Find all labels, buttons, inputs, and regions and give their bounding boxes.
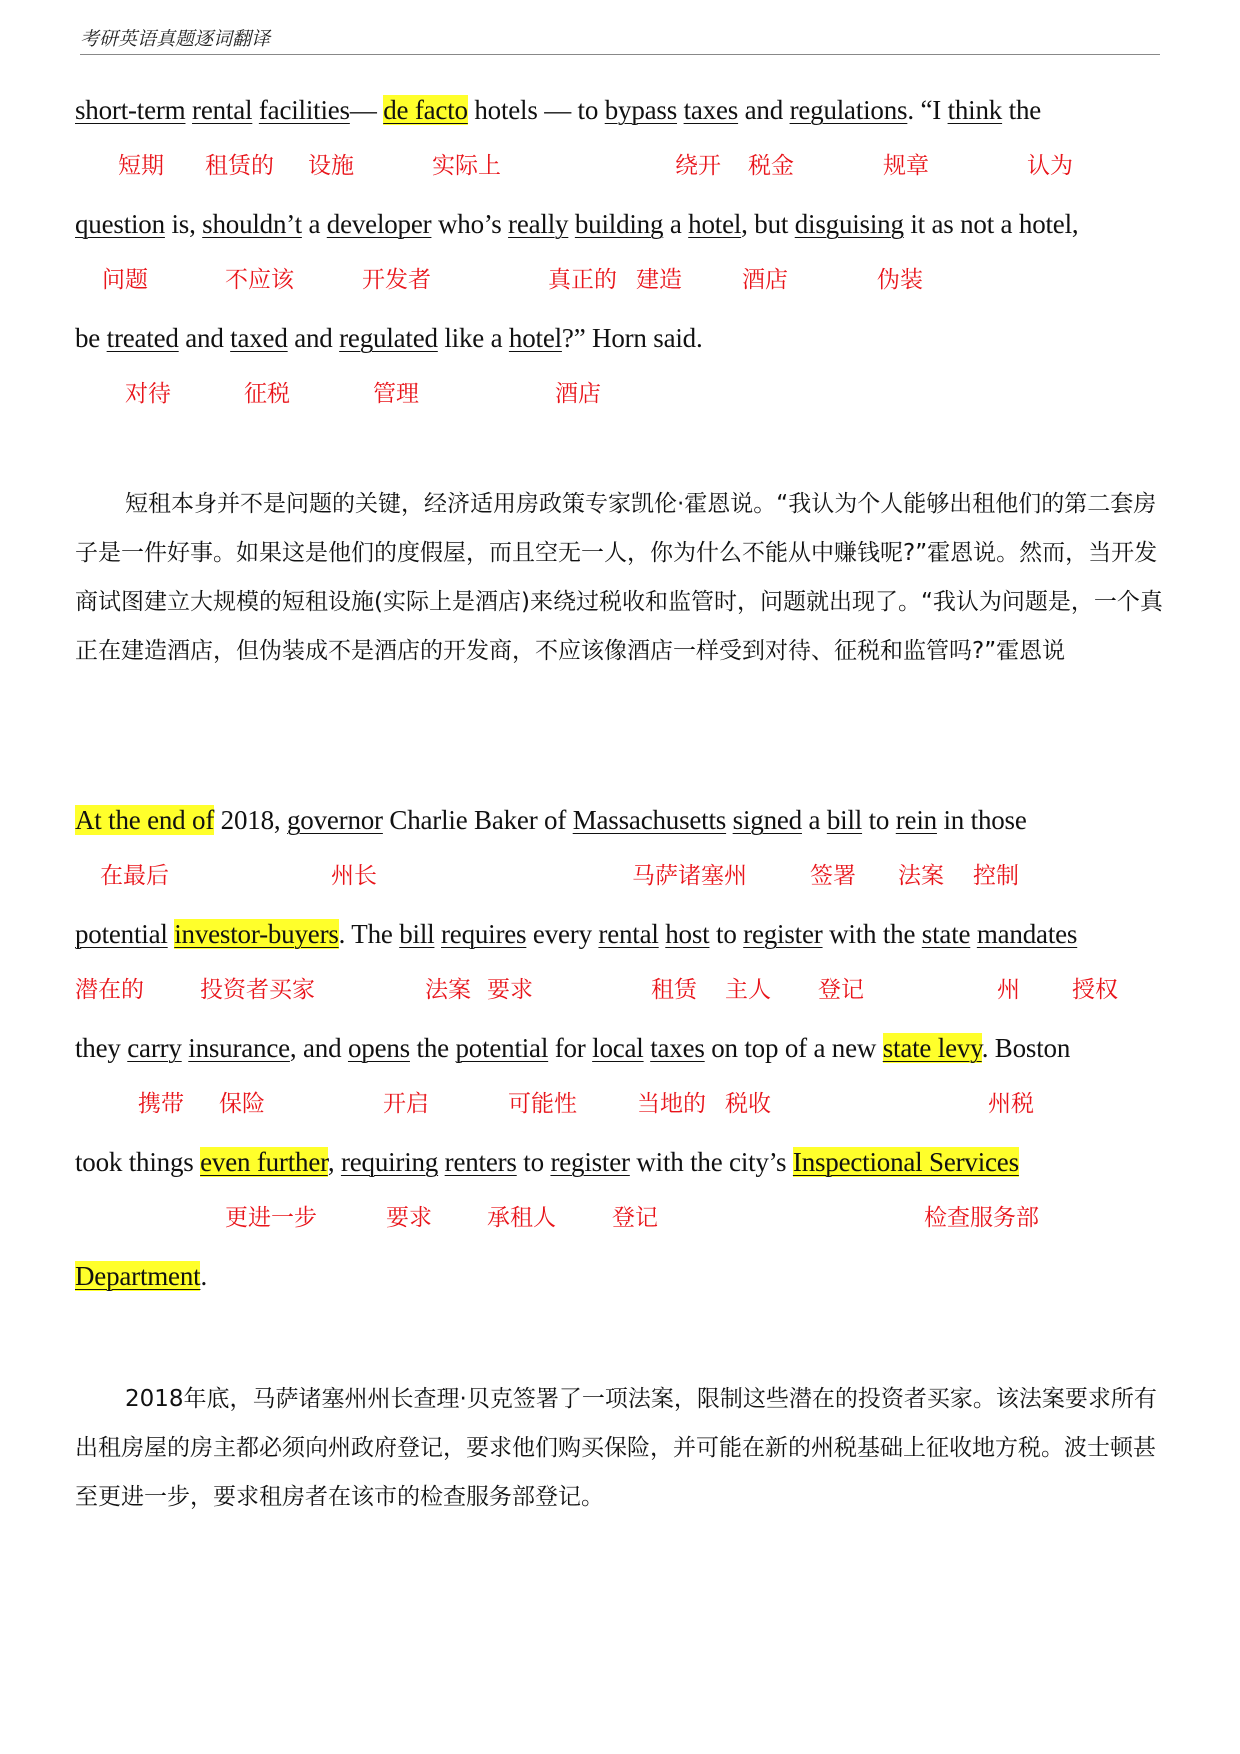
vocab-word: taxes <box>650 1033 705 1063</box>
vocab-word: register <box>550 1147 630 1177</box>
text-run: . <box>200 1261 208 1291</box>
gloss-word: 酒店 <box>742 267 788 293</box>
vocab-word: building <box>574 209 664 239</box>
gloss-word: 建造 <box>636 267 682 293</box>
text-run: a <box>301 209 327 239</box>
gloss-word: 州 <box>997 977 1020 1003</box>
vocab-word: disguising <box>794 209 904 239</box>
text-run: to <box>709 919 744 949</box>
gloss-word: 登记 <box>818 977 864 1003</box>
gloss-word: 绕开 <box>675 153 721 179</box>
vocab-word: question <box>75 209 165 239</box>
gloss-word: 税收 <box>725 1091 771 1117</box>
text-run: the <box>409 1033 456 1063</box>
gloss-word: 州税 <box>988 1091 1034 1117</box>
text-run: on top of a new <box>704 1033 883 1063</box>
text-run: . “I <box>907 95 948 125</box>
vocab-word: signed <box>732 805 802 835</box>
highlighted-phrase: de facto <box>383 95 468 125</box>
vocab-word: bill <box>826 805 863 835</box>
vocab-word: requiring <box>340 1147 439 1177</box>
highlighted-phrase: Department <box>75 1261 201 1291</box>
highlighted-phrase: Inspectional Services <box>792 1147 1019 1177</box>
gloss-word: 设施 <box>308 153 354 179</box>
english-line <box>75 1142 1165 1182</box>
english-line <box>75 204 1165 244</box>
gloss-word: 规章 <box>883 153 929 179</box>
english-line <box>75 318 1165 358</box>
english-line <box>75 90 1165 130</box>
gloss-word: 州长 <box>331 863 377 889</box>
text-run: took things <box>75 1147 201 1177</box>
vocab-word: potential <box>455 1033 549 1063</box>
gloss-word: 更进一步 <box>225 1205 317 1231</box>
vocab-word: insurance <box>188 1033 290 1063</box>
text-run: hotels — to <box>467 95 605 125</box>
vocab-word: carry <box>127 1033 182 1063</box>
vocab-word: governor <box>286 805 383 835</box>
gloss-word: 酒店 <box>555 381 601 407</box>
gloss-word: 实际上 <box>432 153 501 179</box>
gloss-word: 签署 <box>810 863 856 889</box>
gloss-word: 管理 <box>373 381 419 407</box>
gloss-word: 法案 <box>425 977 471 1003</box>
vocab-word: state <box>921 919 971 949</box>
text-run: , but <box>741 209 795 239</box>
gloss-word: 对待 <box>125 381 171 407</box>
vocab-word: facilities <box>258 95 350 125</box>
text-run: who’s <box>431 209 509 239</box>
vocab-word: rental <box>192 95 253 125</box>
text-run: . The <box>338 919 400 949</box>
gloss-word: 马萨诸塞州 <box>632 863 747 889</box>
text-run: — <box>349 95 384 125</box>
chinese-translation-2: 2018年底，马萨诸塞州州长查理·贝克签署了一项法案，限制这些潜在的投资者买家。该法案要求所有出租房屋的房主都必须向州政府登记，要求他们购买保险，并可能在新的州税基础上征收地方税。波士顿甚至更进一步，要求租房者在该市的检查服务部登记。 <box>75 1386 1157 1510</box>
vocab-word: register <box>743 919 823 949</box>
vocab-word: developer <box>326 209 432 239</box>
gloss-word: 要求 <box>487 977 533 1003</box>
vocab-word: bypass <box>604 95 678 125</box>
vocab-word: taxes <box>683 95 739 125</box>
gloss-word: 潜在的 <box>75 977 144 1003</box>
text-run: for <box>548 1033 593 1063</box>
gloss-word: 租赁的 <box>205 153 274 179</box>
text-run: to <box>862 805 896 835</box>
highlighted-phrase: state levy <box>882 1033 982 1063</box>
english-line <box>75 1028 1165 1068</box>
vocab-word: rental <box>598 919 659 949</box>
text-run: in those <box>936 805 1027 835</box>
vocab-word: potential <box>75 919 168 949</box>
vocab-word: regulated <box>339 323 438 353</box>
text-run: , <box>327 1147 341 1177</box>
vocab-word: renters <box>444 1147 517 1177</box>
gloss-word: 短期 <box>118 153 164 179</box>
vocab-word: local <box>592 1033 644 1063</box>
highlighted-phrase: investor-buyers <box>174 919 339 949</box>
vocab-word: Massachusetts <box>572 805 727 835</box>
text-run: and <box>738 95 790 125</box>
gloss-word: 法案 <box>898 863 944 889</box>
gloss-word: 登记 <box>612 1205 658 1231</box>
text-run: with the city’s <box>629 1147 793 1177</box>
english-line <box>75 800 1165 840</box>
vocab-word: opens <box>347 1033 410 1063</box>
english-line <box>75 914 1165 954</box>
gloss-word: 不应该 <box>225 267 294 293</box>
vocab-word: regulations <box>789 95 908 125</box>
gloss-word: 税金 <box>748 153 794 179</box>
gloss-word: 开启 <box>383 1091 429 1117</box>
gloss-word: 开发者 <box>362 267 431 293</box>
page-header: 考研英语真题逐词翻译 <box>80 24 1160 55</box>
gloss-word: 检查服务部 <box>924 1205 1039 1231</box>
vocab-word: taxed <box>230 323 288 353</box>
vocab-word: short-term <box>75 95 186 125</box>
gloss-word: 主人 <box>725 977 771 1003</box>
text-run: a <box>801 805 827 835</box>
chinese-translation-1: 短租本身并不是问题的关键，经济适用房政策专家凯伦·霍恩说。“我认为个人能够出租他们的第二套房子是一件好事。如果这是他们的度假屋，而且空无一人，你为什么不能从中赚钱呢?”霍恩说。然而，当开发商试图建立大规模的短租设施(实际上是酒店)来绕过税收和监管时，问题就出现了。“我认为问题是，一个真正在建造酒店，但伪装成不是酒店的开发商，不应该像酒店一样受到对待、征税和监管吗?”霍恩说 <box>75 491 1163 664</box>
text-run: every <box>526 919 599 949</box>
gloss-word: 授权 <box>1072 977 1118 1003</box>
text-run: Charlie Baker of <box>382 805 573 835</box>
text-run: to <box>516 1147 551 1177</box>
text-run: be <box>75 323 107 353</box>
gloss-word: 可能性 <box>508 1091 577 1117</box>
vocab-word: treated <box>106 323 179 353</box>
text-run: the <box>1002 95 1042 125</box>
gloss-word: 伪装 <box>877 267 923 293</box>
vocab-word: hotel <box>688 209 742 239</box>
vocab-word: requires <box>441 919 527 949</box>
gloss-word: 征税 <box>244 381 290 407</box>
text-run: they <box>75 1033 128 1063</box>
highlighted-phrase: At the end of <box>75 805 215 835</box>
text-run: , and <box>289 1033 348 1063</box>
vocab-word: mandates <box>976 919 1078 949</box>
gloss-word: 真正的 <box>548 267 617 293</box>
vocab-word: bill <box>399 919 435 949</box>
vocab-word: shouldn’t <box>202 209 302 239</box>
gloss-word: 在最后 <box>100 863 169 889</box>
highlighted-phrase: even further <box>200 1147 328 1177</box>
text-run: ?” Horn said. <box>561 323 703 353</box>
vocab-word: really <box>508 209 569 239</box>
vocab-word: rein <box>895 805 937 835</box>
vocab-word: hotel <box>508 323 562 353</box>
gloss-word: 承租人 <box>487 1205 556 1231</box>
vocab-word: think <box>947 95 1003 125</box>
text-run: like a <box>437 323 509 353</box>
text-run: is, <box>164 209 203 239</box>
text-run: 2018, <box>214 805 287 835</box>
gloss-word: 要求 <box>386 1205 432 1231</box>
gloss-word: 保险 <box>219 1091 265 1117</box>
vocab-word: host <box>665 919 710 949</box>
gloss-word: 携带 <box>138 1091 184 1117</box>
gloss-word: 当地的 <box>637 1091 706 1117</box>
text-run: . Boston <box>981 1033 1071 1063</box>
gloss-word: 问题 <box>102 267 148 293</box>
english-line <box>75 1256 1165 1296</box>
gloss-word: 认为 <box>1027 153 1073 179</box>
text-run: it as not a hotel, <box>903 209 1079 239</box>
gloss-word: 控制 <box>973 863 1019 889</box>
text-run: and <box>287 323 340 353</box>
text-run: and <box>178 323 231 353</box>
text-run: a <box>663 209 689 239</box>
gloss-word: 租赁 <box>651 977 697 1003</box>
text-run: with the <box>822 919 922 949</box>
gloss-word: 投资者买家 <box>200 977 315 1003</box>
